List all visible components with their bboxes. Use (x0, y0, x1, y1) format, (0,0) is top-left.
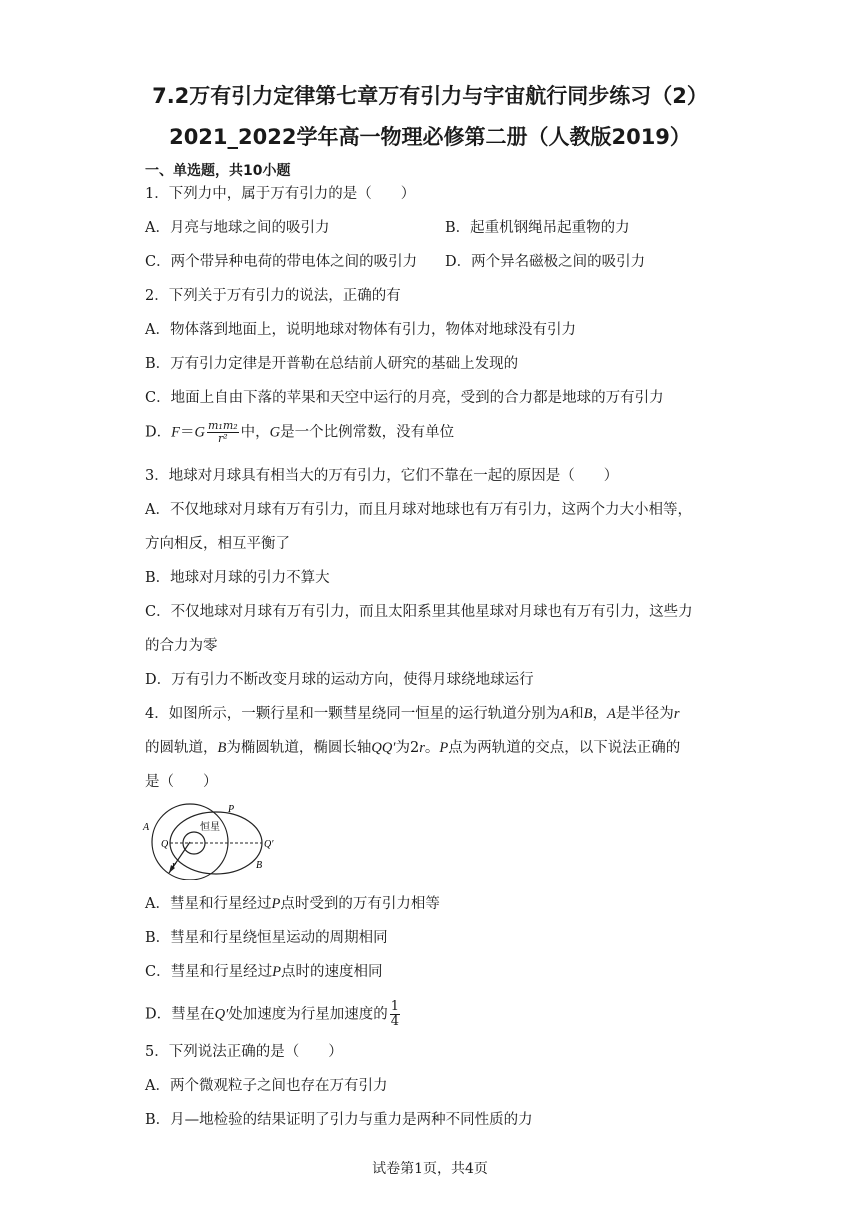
section-heading: 一、单选题，共10小题 (145, 163, 291, 179)
question-2-stem: 2．下列关于万有引力的说法，正确的有 (145, 288, 401, 304)
question-3-option-b: B．地球对月球的引力不算大 (145, 570, 330, 586)
point-p-label: P (439, 740, 449, 756)
option-text: 点时受到的万有引力相等 (280, 896, 440, 912)
page-title-line2: 2021_2022学年高一物理必修第二册（人教版2019） (169, 125, 691, 149)
label-b: B (256, 860, 263, 871)
fraction-denominator: r² (217, 432, 228, 445)
page-footer: 试卷第1页，共4页 (372, 1161, 488, 1177)
axis-label: QQ′ (371, 740, 396, 756)
orbit-diagram (140, 800, 275, 880)
label-p: P (228, 804, 235, 815)
question-3-option-c-line2: 的合力为零 (145, 638, 218, 654)
option-text: 处加速度为行星加速度的 (228, 1006, 388, 1023)
formula-g: G (194, 424, 205, 441)
option-d-text-2: 是一个比例常数，没有单位 (280, 424, 455, 441)
option-text: C．彗星和行星经过 (145, 964, 273, 980)
stem-text: 为椭圆轨道，椭圆长轴 (226, 740, 372, 756)
question-3-option-a-line2: 方向相反，相互平衡了 (145, 536, 290, 552)
option-text: 点时的速度相同 (280, 964, 383, 980)
orbit-b-label: B (217, 740, 227, 756)
question-1-option-c: C．两个带异种电荷的带电体之间的吸引力 (145, 254, 418, 270)
radius-label: r (673, 706, 680, 722)
question-1-option-b: B．起重机钢绳吊起重物的力 (445, 220, 630, 236)
option-d-text-1: 中， (240, 424, 270, 441)
orbit-a-label: A (606, 706, 616, 722)
question-1-option-a: A．月亮与地球之间的吸引力 (145, 220, 330, 236)
question-2-option-b: B．万有引力定律是开普勒在总结前人研究的基础上发现的 (145, 356, 519, 372)
formula-f: F (171, 424, 180, 441)
stem-text: 。 (424, 740, 440, 756)
point-p-label: P (272, 964, 281, 980)
stem-text: 4．如图所示，一颗行星和一颗彗星绕同一恒星的运行轨道分别为 (145, 706, 561, 722)
question-2-option-c: C．地面上自由下落的苹果和天空中运行的月亮，受到的合力都是地球的万有引力 (145, 390, 664, 406)
question-4-stem-line1 (145, 704, 679, 724)
stem-text: 为2 (395, 740, 420, 756)
stem-text: 和 (569, 706, 584, 722)
question-3-option-a-line1: A．不仅地球对月球有万有引力，而且月球对地球也有万有引力，这两个力大小相等， (145, 502, 692, 518)
question-2-option-a: A．物体落到地面上，说明地球对物体有引力，物体对地球没有引力 (145, 322, 576, 338)
option-text: A．彗星和行星经过 (145, 896, 272, 912)
orbit-b-label: B (583, 706, 593, 722)
question-2-option-d (145, 420, 454, 445)
label-q-prime: Q′ (264, 839, 274, 850)
question-4-stem-line2 (145, 738, 680, 758)
question-3-stem: 3．地球对月球具有相当大的万有引力，它们不靠在一起的原因是（ ） (145, 468, 619, 484)
stem-text: 的圆轨道， (145, 740, 218, 756)
question-4-option-d (145, 1000, 402, 1029)
question-4-option-a (145, 894, 440, 914)
stem-text: ， (592, 706, 607, 722)
stem-text: 点为两轨道的交点，以下说法正确的 (448, 740, 681, 756)
option-text: D．彗星在 (145, 1006, 215, 1023)
fraction-numerator: m₁m₂ (207, 419, 238, 432)
label-star: 恒星 (200, 822, 220, 833)
option-d-g: G (269, 424, 281, 441)
question-5-stem: 5．下列说法正确的是（ ） (145, 1044, 343, 1060)
question-4-stem-line3: 是（ ） (145, 774, 218, 790)
question-5-option-b: B．月—地检验的结果证明了引力与重力是两种不同性质的力 (145, 1112, 533, 1128)
label-q: Q (161, 839, 169, 850)
page-title-line1: 7.2万有引力定律第七章万有引力与宇宙航行同步练习（2） (152, 84, 708, 108)
question-4-option-c (145, 962, 382, 982)
question-1-stem: 1．下列力中，属于万有引力的是（ ） (145, 186, 416, 202)
radius-label: r (419, 740, 425, 756)
q-prime-label: Q′ (214, 1006, 229, 1023)
fraction-denominator: 4 (390, 1014, 400, 1029)
point-p-label: P (271, 896, 281, 912)
label-a: A (143, 822, 150, 833)
option-d-prefix: D． (145, 424, 172, 441)
question-4-option-b: B．彗星和行星绕恒星运动的周期相同 (145, 930, 388, 946)
question-3-option-d: D．万有引力不断改变月球的运动方向，使得月球绕地球运行 (145, 672, 534, 688)
question-5-option-a: A．两个微观粒子之间也存在万有引力 (145, 1078, 388, 1094)
fraction-numerator: 1 (390, 999, 400, 1014)
question-3-option-c-line1: C．不仅地球对月球有万有引力，而且太阳系里其他星球对月球也有万有引力，这些力 (145, 604, 693, 620)
question-1-option-d: D．两个异名磁极之间的吸引力 (445, 254, 646, 270)
label-r: r (172, 860, 176, 871)
formula-equals: ＝ (180, 424, 195, 441)
gravitation-fraction (207, 420, 239, 445)
quarter-fraction (390, 1000, 400, 1029)
orbit-a-label: A (560, 706, 570, 722)
stem-text: 是半径为 (615, 706, 674, 722)
